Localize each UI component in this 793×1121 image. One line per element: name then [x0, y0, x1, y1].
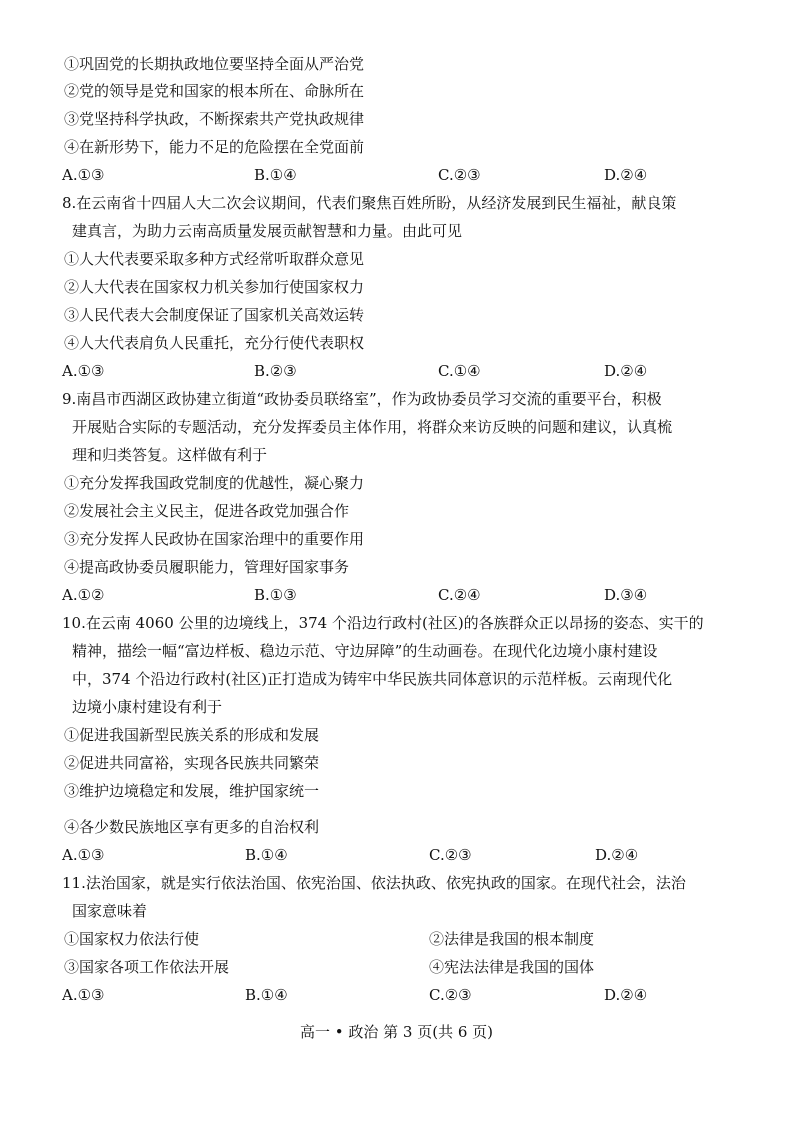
- q7-option-a: A.①③: [62, 166, 105, 184]
- q9-option-a: A.①②: [62, 586, 105, 604]
- q8-statement-4: ④人大代表肩负人民重托，充分行使代表职权: [64, 334, 365, 352]
- q7-statement-4: ④在新形势下，能力不足的危险摆在全党面前: [64, 138, 365, 156]
- q11-statement-2: ②法律是我国的根本制度: [429, 930, 595, 948]
- q11-stem-line-2: 国家意味着: [72, 902, 148, 920]
- q9-option-c: C.②④: [438, 586, 481, 604]
- q11-option-b: B.①④: [245, 986, 288, 1004]
- q8-stem-line-1: 8.在云南省十四届人大二次会议期间，代表们聚焦百姓所盼，从经济发展到民生福祉，献良策: [62, 194, 677, 212]
- q10-stem-line-1: 10.在云南 4060 公里的边境线上，374 个沿边行政村(社区)的各族群众正以昂扬的姿态、实干的: [62, 614, 704, 632]
- q8-statement-1: ①人大代表要采取多种方式经常听取群众意见: [64, 250, 365, 268]
- q9-stem-line-1: 9.南昌市西湖区政协建立街道“政协委员联络室”，作为政协委员学习交流的重要平台，积极: [62, 390, 662, 408]
- q9-option-d: D.③④: [604, 586, 648, 604]
- q10-statement-1: ①促进我国新型民族关系的形成和发展: [64, 726, 320, 744]
- q11-statement-4: ④宪法法律是我国的国体: [429, 958, 595, 976]
- q8-option-c: C.①④: [438, 362, 481, 380]
- q10-option-b: B.①④: [245, 846, 288, 864]
- q10-stem-line-2: 精神，描绘一幅“富边样板、稳边示范、守边屏障”的生动画卷。在现代化边境小康村建设: [72, 642, 658, 660]
- q11-stem-line-1: 11.法治国家，就是实行依法治国、依宪治国、依法执政、依宪执政的国家。在现代社会，法治: [62, 874, 686, 892]
- q9-stem-line-2: 开展贴合实际的专题活动，充分发挥委员主体作用，将群众来访反映的问题和建议，认真梳: [72, 418, 673, 436]
- q8-option-a: A.①③: [62, 362, 105, 380]
- q10-option-d: D.②④: [595, 846, 639, 864]
- q10-statement-4: ④各少数民族地区享有更多的自治权利: [64, 818, 320, 836]
- q11-option-c: C.②③: [429, 986, 472, 1004]
- q9-option-b: B.①③: [254, 586, 297, 604]
- q7-statement-1: ①巩固党的长期执政地位要坚持全面从严治党: [64, 55, 365, 73]
- q9-statement-2: ②发展社会主义民主，促进各政党加强合作: [64, 502, 350, 520]
- q7-option-b: B.①④: [254, 166, 297, 184]
- page-footer: 高一 • 政治 第 3 页(共 6 页): [299, 1023, 494, 1041]
- q9-statement-3: ③充分发挥人民政协在国家治理中的重要作用: [64, 530, 365, 548]
- q10-option-c: C.②③: [429, 846, 472, 864]
- q8-statement-2: ②人大代表在国家权力机关参加行使国家权力: [64, 278, 365, 296]
- q7-statement-3: ③党坚持科学执政，不断探索共产党执政规律: [64, 110, 365, 128]
- q11-statement-3: ③国家各项工作依法开展: [64, 958, 230, 976]
- q10-option-a: A.①③: [62, 846, 105, 864]
- q11-statement-1: ①国家权力依法行使: [64, 930, 200, 948]
- q8-option-d: D.②④: [604, 362, 648, 380]
- q10-statement-2: ②促进共同富裕，实现各民族共同繁荣: [64, 754, 320, 772]
- q9-stem-line-3: 理和归类答复。这样做有利于: [72, 446, 268, 464]
- q7-option-d: D.②④: [604, 166, 648, 184]
- q10-statement-3: ③维护边境稳定和发展，维护国家统一: [64, 782, 320, 800]
- q7-option-c: C.②③: [438, 166, 481, 184]
- q8-option-b: B.②③: [254, 362, 297, 380]
- q8-statement-3: ③人民代表大会制度保证了国家机关高效运转: [64, 306, 365, 324]
- q10-stem-line-3: 中，374 个沿边行政村(社区)正打造成为铸牢中华民族共同体意识的示范样板。云南现代化: [72, 670, 673, 688]
- q10-stem-line-4: 边境小康村建设有利于: [72, 698, 223, 716]
- q9-statement-4: ④提高政协委员履职能力，管理好国家事务: [64, 558, 350, 576]
- q9-statement-1: ①充分发挥我国政党制度的优越性，凝心聚力: [64, 474, 365, 492]
- q8-stem-line-2: 建真言，为助力云南高质量发展贡献智慧和力量。由此可见: [72, 222, 463, 240]
- q7-statement-2: ②党的领导是党和国家的根本所在、命脉所在: [64, 82, 365, 100]
- q11-option-a: A.①③: [62, 986, 105, 1004]
- q11-option-d: D.②④: [604, 986, 648, 1004]
